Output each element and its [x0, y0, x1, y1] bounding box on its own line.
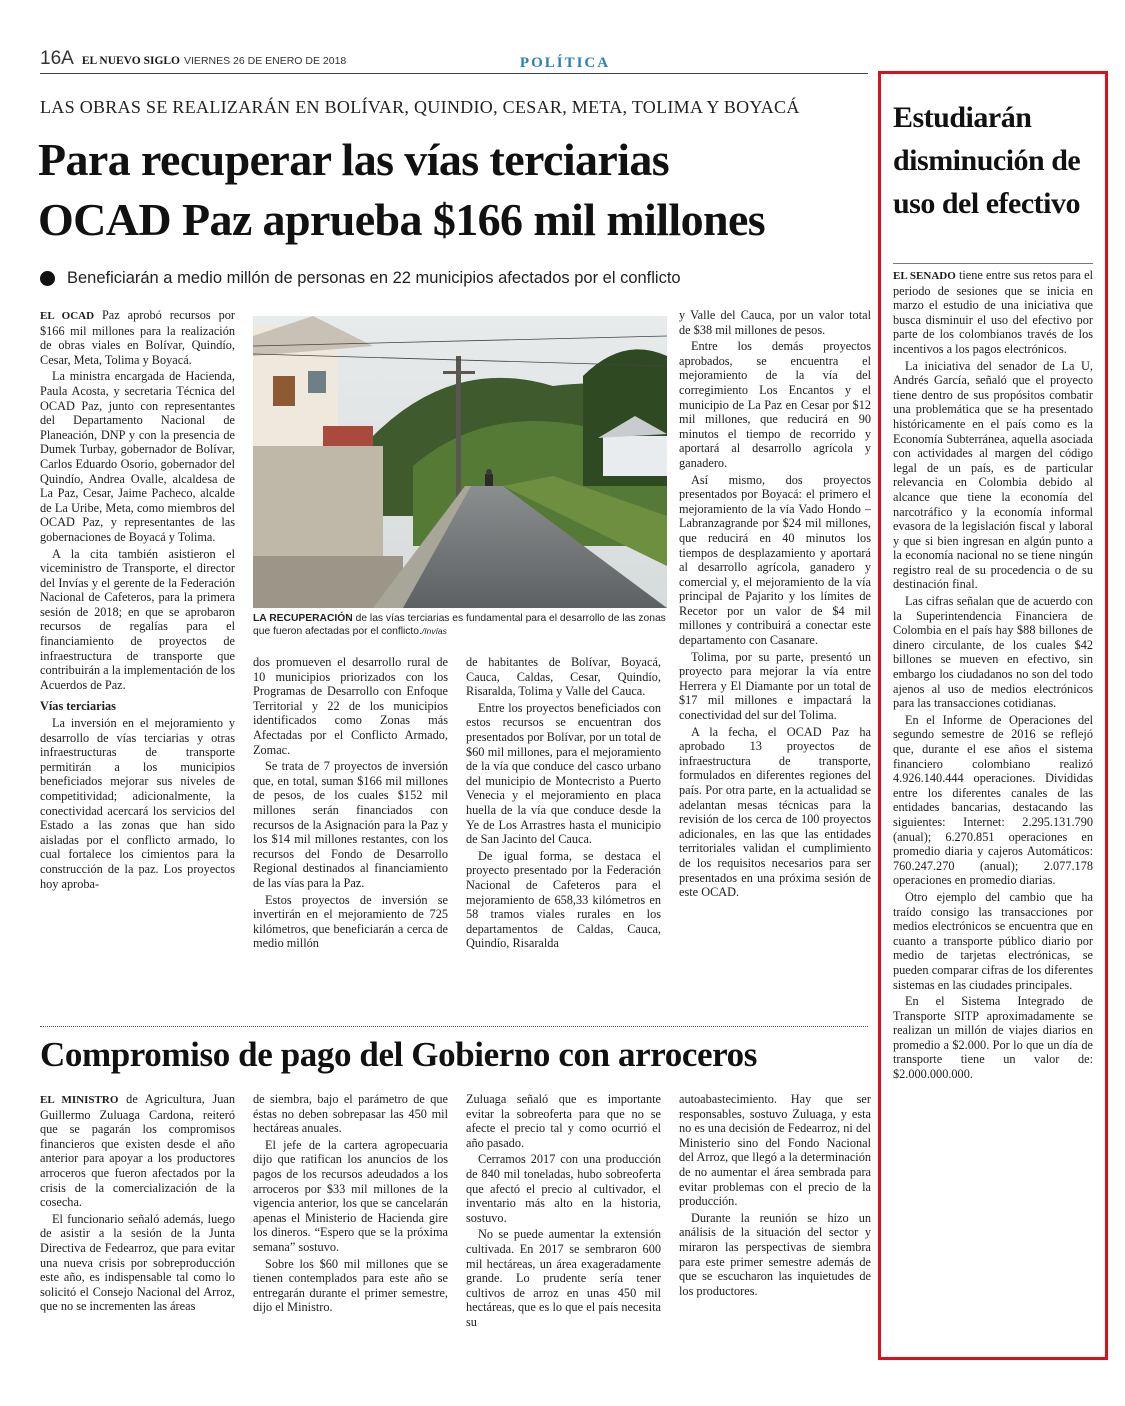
paragraph: Cerramos 2017 con una producción de 840 mil toneladas, hubo sobreoferta que afectó el precio al cultivador, el inventario más alto en la historia, sostuvo.	[466, 1152, 661, 1225]
paragraph: Zuluaga señaló que es importante evitar la sobreoferta para que no se afecte el precio tal y como ocurrió el año pasado.	[466, 1092, 661, 1150]
headline-line-1: Para recuperar las vías terciarias	[38, 134, 670, 185]
subheading: Vías terciarias	[40, 699, 116, 714]
caption-text: de las vías terciarias es fundamental para el desarrollo de las zonas que fueron afectadas por el conflicto.	[253, 613, 666, 637]
page-number: 16A	[40, 48, 74, 69]
paragraph: Así mismo, dos proyectos presentados por Boyacá: el primero el mejoramiento de la vía Vado Hondo – Labranzagrande por $24 mil millones, que reducirá en 40 minutos los tiempos de desplazamiento y aportará al desarrollo agrícola, ganadero y comercial y, el mejoramiento de la vía principal de Pajarito y los límites de Recetor por un valor de $4 mil millones y contribuirá a conectar este departamento con Casanare.	[679, 472, 871, 648]
main-column-4	[679, 308, 871, 1020]
paragraph: EL OCAD Paz aprobó recursos por $166 mil millones para la realización de obras viales en Bolívar, Quindío, Cesar, Meta, Tolima y Boyacá.	[40, 308, 235, 367]
paragraph: EL MINISTRO de Agricultura, Juan Guillermo Zuluaga Cardona, reiteró que se pagarán los compromisos financieros que existen desde el año anterior para apoyar a los productores arroceros que fueron afectados por la crisis de la comercialización de la cosecha.	[40, 1092, 235, 1210]
photo-caption	[253, 612, 667, 638]
lead-in: EL OCAD	[40, 310, 95, 322]
second-column-2	[253, 1092, 448, 1354]
article-headline	[38, 130, 868, 250]
second-article-headline: Compromiso de pago del Gobierno con arroceros	[40, 1035, 757, 1074]
paragraph: dos promueven el desarrollo rural de 10 municipios priorizados con los Programas de Desarrollo con Enfoque Territorial y 22 de los municipios identificados como Zonas más Afectadas por el Conflicto Armado, Zomac.	[253, 655, 448, 757]
paragraph: Entre los demás proyectos aprobados, se encuentra el mejoramiento de la vía del corregimiento Los Encantos y el municipio de La Paz en Cesar por $12 mil millones, que reducirá en 90 minutos el tiempo de recorrido y aportará al desarrollo agrícola y ganadero.	[679, 339, 871, 470]
header-rule	[40, 73, 868, 74]
second-column-4	[679, 1092, 871, 1354]
paragraph: Durante la reunión se hizo un análisis de la situación del sector y miraron las perspectivas de siembra para este primer semestre además de que se escucharon las inquietudes de los productores.	[679, 1210, 871, 1298]
lead-in: EL MINISTRO	[40, 1094, 119, 1106]
paragraph: En el Informe de Operaciones del segundo semestre de 2016 se reflejó que, durante el ese años el sistema financiero colombiano realizó 4.926.140.444 operaciones. Divididas entre los diferentes canales de las entidades bancarias, destacando las siguientes: Internet: 2.295.131.790 (anual); 6.270.851 operaciones en promedio diaria y cajeros Automáticos: 760.247.270 (anual); 2.077.178 operaciones en promedio diarias.	[893, 712, 1093, 888]
photo-credit: /Invías	[421, 626, 447, 636]
issue-date: VIERNES 26 DE ENERO DE 2018	[184, 55, 347, 67]
section-divider	[40, 1026, 868, 1027]
sidebar-column	[893, 268, 1093, 1350]
article-kicker: LAS OBRAS SE REALIZARÁN EN BOLÍVAR, QUINDIO, CESAR, META, TOLIMA Y BOYACÁ	[40, 97, 800, 117]
paragraph: Las cifras señalan que de acuerdo con la Superintendencia Financiera de Colombia en el país hay $88 billones de dinero circulante, de los cuales $42 billones se mueven en efectivo, sin embargo los ciudadanos no son del todo ajenos al uso de medios electrónicos para las transacciones cotidianas.	[893, 594, 1093, 711]
paragraph: Entre los proyectos beneficiados con estos recursos se encuentran dos presentados por Bolívar, por un total de $60 mil millones, para el mejoramiento de la vía que conduce del casco urbano del municipio de Montecristo a Puerto Venecia y el mejoramiento en placa huella de la vía que conduce desde la Ye de Los Arrastres hasta el municipio de San Jacinto del Cauca.	[466, 700, 661, 847]
sidebar-rule	[893, 263, 1093, 264]
paragraph: Sobre los $60 mil millones que se tienen contemplados para este año se entregarán durante el primer semestre, dijo el Ministro.	[253, 1256, 448, 1315]
paragraph: autoabastecimiento. Hay que ser responsables, sostuvo Zuluaga, y esta no es una decisión de Fedearroz, ni del Ministerio sino del Fondo Nacional del Arroz, que llegó a la determinación de no aumentar el área sembrada para evitar problemas con el precio de la producción.	[679, 1092, 871, 1209]
second-column-1	[40, 1092, 235, 1354]
paragraph: Se trata de 7 proyectos de inversión que, en total, suman $166 mil millones de pesos, de los cuales $152 mil millones serán financiados con recursos de la Asignación para la Paz y los $14 mil millones restantes, con los recursos del Fondo de Desarrollo Regional destinados al financiamiento de las vías para la Paz.	[253, 759, 448, 890]
paragraph: A la cita también asistieron el viceministro de Transporte, el director del Invías y el gerente de la Federación Nacional de Cafeteros, para la primera sesión de 2018; en que se aprobaron recursos de regalías para el financiamiento de proyectos de infraestructura de transporte que contribuirán a la implementación de los Acuerdos de Paz.	[40, 546, 235, 692]
paragraph: Otro ejemplo del cambio que ha traído consigo las transacciones por medios electrónicos se encuentra que en cuanto a transporte público diario por medio de tarjetas electrónicas, se pueden comparar cifras de los diferentes sistemas en las ciudades principales.	[893, 889, 1093, 992]
deck-text: Beneficiarán a medio millón de personas en 22 municipios afectados por el conflicto	[67, 269, 681, 287]
paragraph: En el Sistema Integrado de Transporte SITP aproximadamente se realizan un millón de viajes diarios en promedio a $2.000. Por lo que un día de transporte tiene un valor de: $2.000.000.000.	[893, 994, 1093, 1082]
paragraph: De igual forma, se destaca el proyecto presentado por la Federación Nacional de Cafeteros para el mejoramiento de 658,33 kilómetros en 58 tramos viales rurales en los departamentos de Caldas, Cauca, Quindío, Risaralda	[466, 848, 661, 951]
main-column-3	[466, 655, 661, 1020]
paragraph: La inversión en el mejoramiento y desarrollo de vías terciarias y otras infraestructuras de transporte permitirán a los municipios beneficiados mejorar sus niveles de competitividad; adicionalmente, la conectividad acercará los servicios del Estado a las zonas que han sido aisladas por el conflicto armado, lo cual fortalece los cimientos para la construcción de la paz. Los proyectos hoy aproba-	[40, 716, 235, 891]
road-photo-image	[253, 316, 667, 608]
paragraph: y Valle del Cauca, por un valor total de $38 mil millones de pesos.	[679, 308, 871, 337]
second-column-3	[466, 1092, 661, 1354]
main-column-2	[253, 655, 448, 1020]
main-column-1	[40, 308, 235, 1020]
article-deck	[40, 269, 860, 288]
article-photo	[253, 316, 667, 608]
paragraph: EL SENADO tiene entre sus retos para el periodo de sesiones que se inicia en marzo el estudio de una iniciativa que busca disminuir el uso del efectivo por parte de los colombianos través de los incentivos a los pagos electrónicos.	[893, 268, 1093, 356]
paragraph: La ministra encargada de Hacienda, Paula Acosta, y secretaria Técnica del OCAD Paz, junto con representantes del Departamento Nacional de Planeación, DNP y con la presencia de Dumek Turbay, gobernador de Bolívar, Carlos Eduardo Osorio, gobernador del Quindío, Andrea Ovalle, alcaldesa de La Paz, Cesar, Jaime Pacheco, alcalde de La Uribe, Meta, como miembros del OCAD Paz, y representantes de las gobernaciones de Boyacá y Tolima.	[40, 369, 235, 544]
paragraph: El funcionario señaló además, luego de asistir a la sesión de la Junta Directiva de Fedearroz, que para evitar una nueva crisis por sobreproducción este año, es indispensable tal como lo solicitó el Consejo Nacional del Arroz, que no se incrementen las áreas	[40, 1211, 235, 1314]
bullet-icon	[40, 271, 55, 286]
page-folio	[40, 48, 346, 70]
sidebar-title: Estudiarán disminución de uso del efectivo	[893, 101, 1081, 220]
paragraph: La iniciativa del senador de La U, Andrés García, señaló que el proyecto tiene dentro de sus propósitos combatir una problemática que se ha presentado históricamente en el país como es la Economía Subterránea, aquella asociada con actividades al margen del código legal de un país, es de particular relevancia en Colombia debido al alcance que tiene la economía del narcotráfico y la economía informal evasora de la legislación fiscal y laboral y que si bien ingresan en algún punto a la economía nacional no se tiene ningún registro real de su procedencia o de su destinación final.	[893, 358, 1093, 592]
paragraph: Estos proyectos de inversión se invertirán en el mejoramiento de 725 kilómetros, que beneficiarán a cerca de medio millón	[253, 892, 448, 951]
paragraph: El jefe de la cartera agropecuaria dijo que ratifican los anuncios de los pagos de los recursos adeudados a los arroceros por $33 mil millones de la vigencia anterior, los que se cancelarán apenas el Ministerio de Hacienda gire los dineros. “Espero que se la próxima semana” sostuvo.	[253, 1137, 448, 1254]
section-label: POLÍTICA	[519, 55, 611, 71]
caption-lead: LA RECUPERACIÓN	[253, 613, 353, 624]
paragraph: de siembra, bajo el parámetro de que éstas no deben sobrepasar las 450 mil hectáreas anuales.	[253, 1092, 448, 1136]
newspaper-name: EL NUEVO SIGLO	[81, 55, 181, 67]
paragraph: No se puede aumentar la extensión cultivada. En 2017 se sembraron 600 mil hectáreas, un área exageradamente grande. Lo prudente sería tener cultivos de arroz en unas 450 mil hectáreas, que es lo que el país necesita su	[466, 1227, 661, 1329]
headline-line-2: OCAD Paz aprueba $166 mil millones	[38, 194, 766, 245]
paragraph: Tolima, por su parte, presentó un proyecto para mejorar la vía entre Herrera y El Diamante por un total de $17 mil millones e impactará la conectividad del sur del Tolima.	[679, 649, 871, 723]
paragraph: de habitantes de Bolívar, Boyacá, Cauca, Caldas, Cesar, Quindío, Risaralda, Tolima y Valle del Cauca.	[466, 655, 661, 699]
lead-in: EL SENADO	[893, 270, 956, 282]
paragraph: A la fecha, el OCAD Paz ha aprobado 13 proyectos de infraestructura de transporte, formulados en diferentes regiones del país. Por otra parte, en la actualidad se adelantan mesas técnicas para la revisión de los cerca de 100 proyectos adicionales, en las que las entidades territoriales validan el cumplimiento de los requisitos necesarios para ser presentados en una próxima sesión de este OCAD.	[679, 724, 871, 900]
